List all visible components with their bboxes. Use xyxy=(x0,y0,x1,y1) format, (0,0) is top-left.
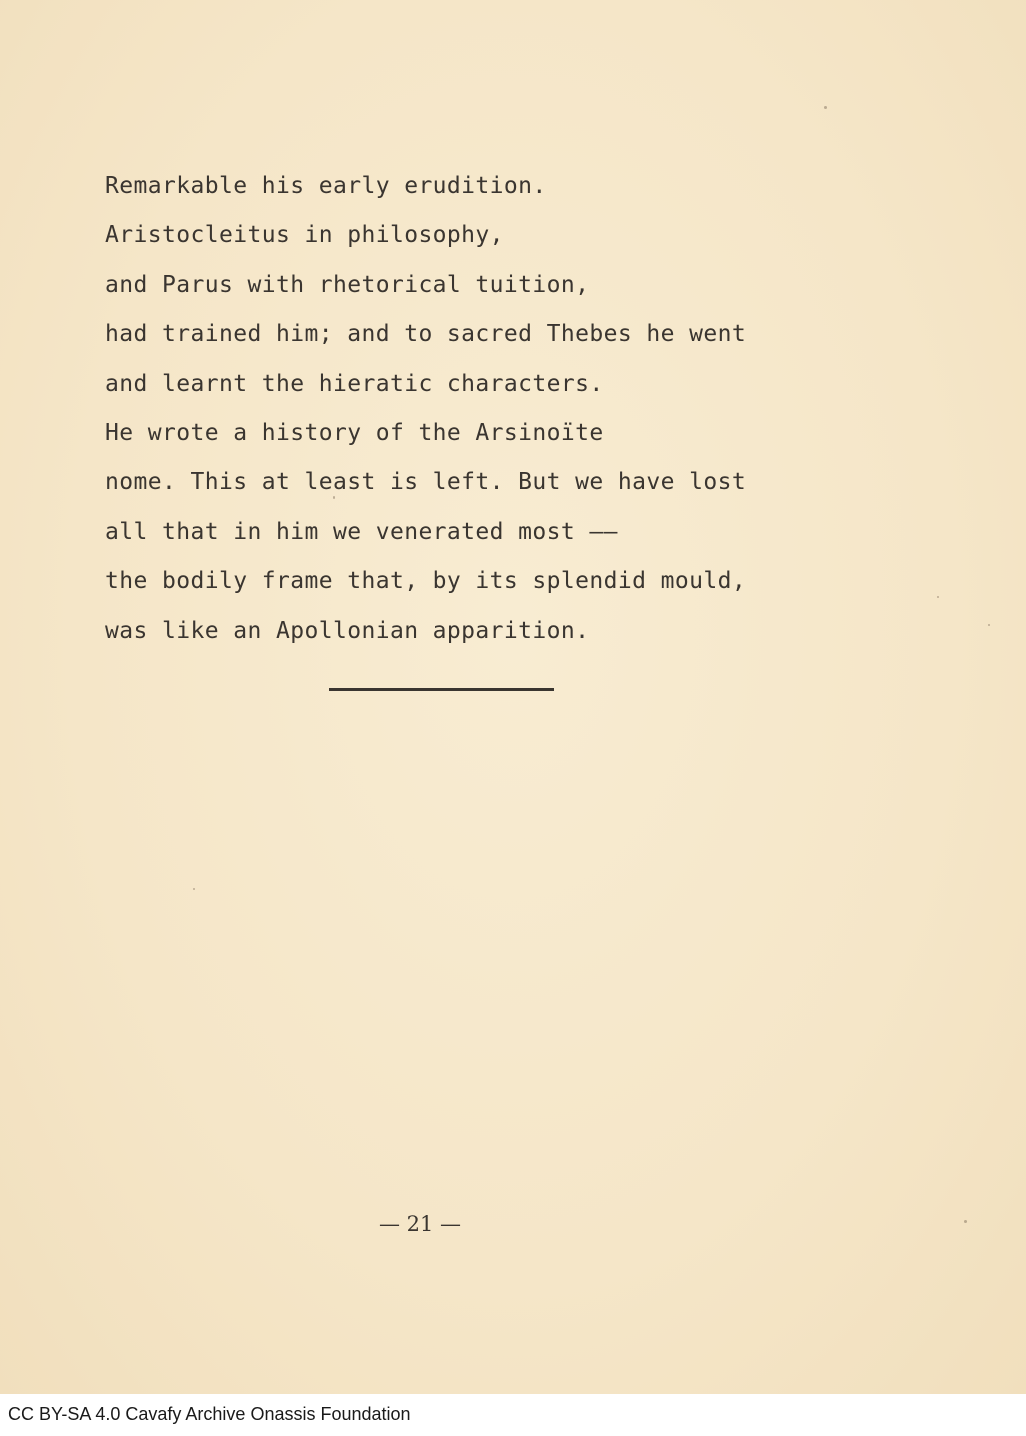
page-number: — 21 — xyxy=(378,1212,462,1236)
paper-speck xyxy=(193,888,195,890)
section-divider xyxy=(329,688,554,691)
poem-line: had trained him; and to sacred Thebes he went xyxy=(105,321,747,348)
license-credit: CC BY-SA 4.0 Cavafy Archive Onassis Foundation xyxy=(8,1404,411,1424)
poem-line: and learnt the hieratic characters. xyxy=(105,370,604,397)
poem-line: the bodily frame that, by its splendid mould, xyxy=(105,568,747,595)
paper-speck xyxy=(988,624,990,626)
paper-speck xyxy=(333,496,335,499)
paper-speck xyxy=(937,596,939,598)
poem-line: and Parus with rhetorical tuition, xyxy=(105,271,590,298)
paper-speck xyxy=(964,1220,967,1223)
poem-text xyxy=(105,162,746,656)
poem-line: all that in him we venerated most —— xyxy=(105,518,618,545)
poem-line: nome. This at least is left. But we have lost xyxy=(105,469,747,496)
poem-line: Aristocleitus in philosophy, xyxy=(105,222,504,249)
poem-line: Remarkable his early erudition. xyxy=(105,173,547,199)
poem-line: was like an Apollonian apparition. xyxy=(105,617,590,644)
footer-bar xyxy=(0,1394,1026,1436)
paper-speck xyxy=(824,106,827,109)
poem-line: He wrote a history of the Arsinoïte xyxy=(105,419,604,446)
